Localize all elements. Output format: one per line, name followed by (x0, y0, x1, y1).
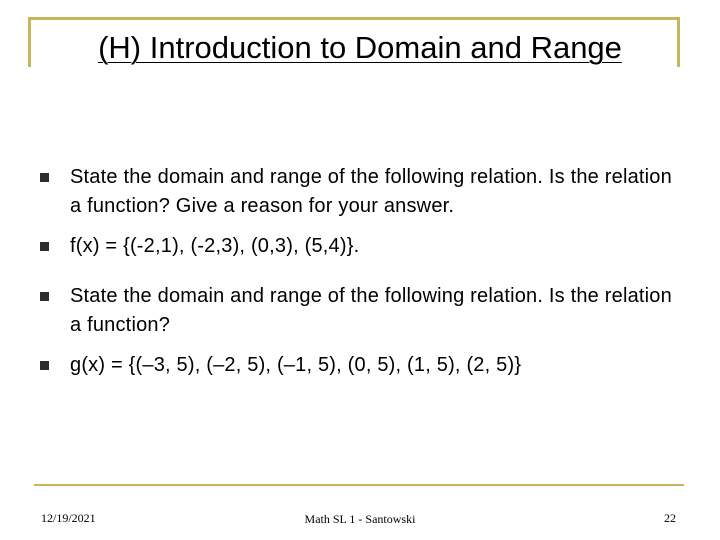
bullet-item (40, 163, 680, 221)
bullet-text: State the domain and range of the following relation. Is the relation a function? (70, 285, 672, 336)
square-bullet-icon (40, 361, 49, 370)
square-bullet-icon (40, 292, 49, 301)
footer-date: 12/19/2021 (41, 511, 96, 525)
bullet-item (40, 282, 680, 340)
square-bullet-icon (40, 242, 49, 251)
bullet-text: g(x) = {(–3, 5), (–2, 5), (–1, 5), (0, 5), (1, 5), (2, 5)} (70, 354, 522, 376)
bullet-text: State the domain and range of the following relation. Is the relation a function? Give a reason for your answer. (70, 166, 672, 217)
bullet-item (40, 232, 680, 261)
page-number: 22 (664, 511, 676, 525)
title-frame-top (28, 17, 680, 20)
square-bullet-icon (40, 173, 49, 182)
bullet-text: f(x) = {(-2,1), (-2,3), (0,3), (5,4)}. (70, 235, 360, 257)
bullet-list (40, 163, 680, 391)
footer-divider (34, 484, 684, 486)
footer-title: Math SL 1 - Santowski (304, 512, 416, 526)
slide-title: (H) Introduction to Domain and Range (98, 30, 622, 65)
bullet-item (40, 351, 680, 380)
